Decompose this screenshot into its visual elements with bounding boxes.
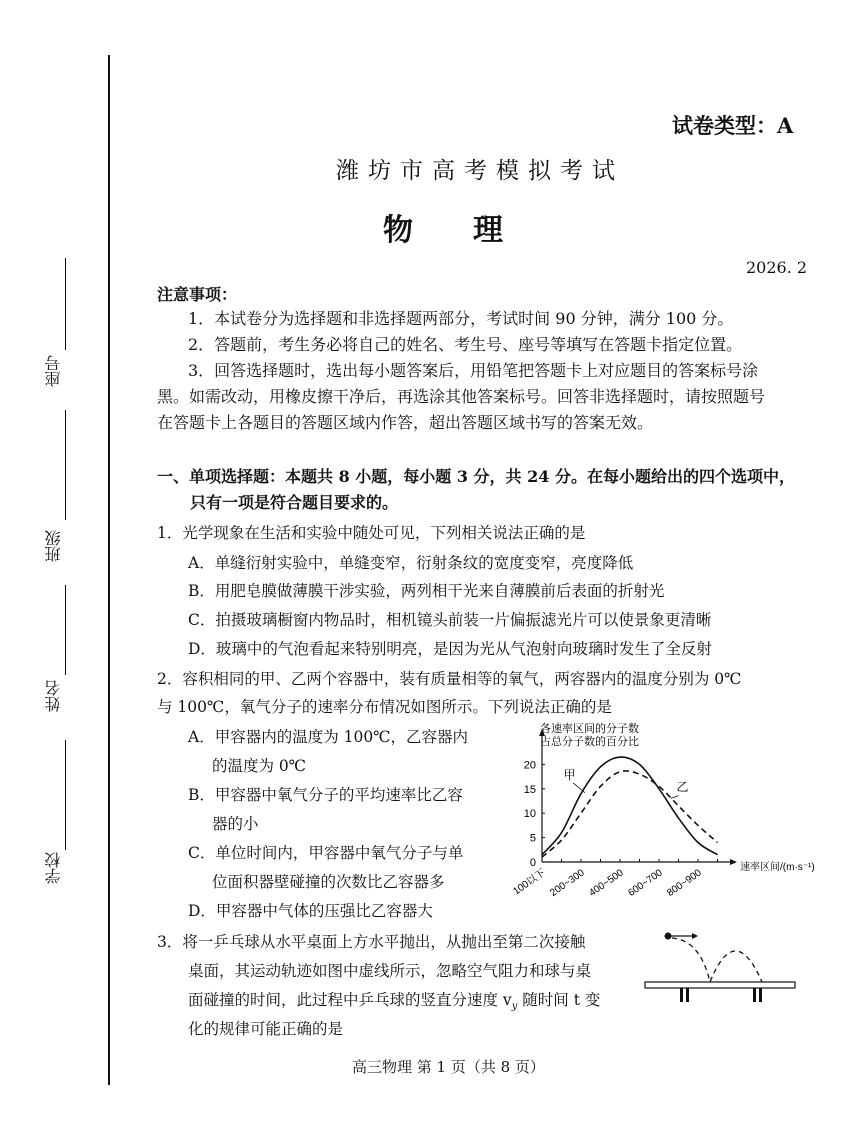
x-tick-label: 800~900 <box>665 867 704 899</box>
name-blank[interactable] <box>65 585 66 675</box>
trajectory-path <box>672 938 762 982</box>
q3-stem-line3-text: 面碰撞的时间，此过程中乒乓球的竖直分速度 v <box>188 991 512 1009</box>
ball <box>665 933 672 940</box>
x-axis-label: 速率区间/(m·s⁻¹) <box>740 862 815 873</box>
q2-stem-cont: 与 100℃，氧气分子的速率分布情况如图所示。下列说法正确的是 <box>157 698 612 716</box>
y-axis-label: 各速率区间的分子数 <box>540 723 639 735</box>
y-axis-label-line2: 占总分子数的百分比 <box>540 736 639 748</box>
section-heading: 一、单项选择题：本题共 8 小题，每小题 3 分，共 24 分。在每小题给出的四个选项中， <box>157 467 795 486</box>
exam-title: 潍坊市高考模拟考试 <box>336 158 624 184</box>
school-blank[interactable] <box>65 740 66 850</box>
subject-title: 物 理 <box>383 213 503 248</box>
table-leg-right-1 <box>753 988 756 1002</box>
class-label: 班级 <box>44 530 63 562</box>
q2-option-d: D．甲容器中气体的压强比乙容器大 <box>188 902 433 920</box>
q1-option-b: B．用肥皂膜做薄膜干涉实验，两列相干光来自薄膜前后表面的折射光 <box>188 582 665 600</box>
q1-option-c: C．拍摄玻璃橱窗内物品时，相机镜头前装一片偏振滤光片可以使景象更清晰 <box>188 611 712 629</box>
seat-blank[interactable] <box>65 258 66 350</box>
table-top <box>645 982 795 988</box>
q2-option-a: A．甲容器内的温度为 100℃，乙容器内 <box>188 728 469 746</box>
arrow-head <box>692 933 698 939</box>
q2-stem: 2．容积相同的甲、乙两个容器中，装有质量相等的氧气，两容器内的温度分别为 0℃ <box>157 670 742 688</box>
table-trajectory-figure <box>640 922 800 1004</box>
y-tick-label: 5 <box>529 832 536 845</box>
q3-stem-line2: 桌面，其运动轨迹如图中虚线所示，忽略空气阻力和球与桌 <box>188 962 592 980</box>
series-label-jia-leader <box>573 783 585 793</box>
series-line-yi <box>542 771 718 857</box>
exam-date: 2026. 2 <box>746 258 808 277</box>
class-blank[interactable] <box>65 410 66 520</box>
x-tick-label: 400~500 <box>587 867 626 899</box>
table-leg-left-1 <box>680 988 683 1002</box>
seat-label: 座号 <box>44 355 63 387</box>
series-label-jia: 甲 <box>563 768 576 783</box>
q1-option-a: A．单缝衍射实验中，单缝变窄，衍射条纹的宽度变窄，亮度降低 <box>188 554 634 572</box>
q2-option-b: B．甲容器中氧气分子的平均速率比乙容 <box>188 786 463 804</box>
x-tick-label: 100以下 <box>511 867 548 898</box>
notice-item-3-cont: 黑。如需改动，用橡皮擦干净后，再选涂其他答案标号。回答非选择题时，请按照题号 <box>157 387 766 406</box>
name-label: 姓名 <box>44 680 63 712</box>
table-leg-right-2 <box>759 988 762 1002</box>
q3-subscript: y <box>511 1001 518 1013</box>
speed-distribution-chart <box>500 722 815 907</box>
binding-line <box>108 55 110 1085</box>
notice-item-3: 3．回答选择题时，选出每小题答案后，用铅笔把答题卡上对应题目的答案标号涂 <box>188 361 759 380</box>
x-tick-label: 200~300 <box>548 867 587 899</box>
notice-item-3-cont2: 在答题卡上各题目的答题区域内作答，超出答题区域书写的答案无效。 <box>157 413 654 432</box>
x-tick-label: 600~700 <box>626 867 665 899</box>
q3-stem-line4: 化的规律可能正确的是 <box>188 1020 344 1038</box>
x-axis-arrow <box>730 859 737 865</box>
school-label: 学校 <box>44 852 63 884</box>
y-tick-label: 10 <box>523 808 536 821</box>
notice-title: 注意事项： <box>157 285 238 304</box>
q2-option-c-cont: 位面积器壁碰撞的次数比乙容器多 <box>212 873 445 891</box>
q3-stem-line3-tail: 随时间 t 变 <box>517 991 601 1009</box>
paper-type: 试卷类型：A <box>672 113 794 138</box>
series-label-yi: 乙 <box>676 779 689 794</box>
notice-item-2: 2．答题前，考生务必将自己的姓名、考生号、座号等填写在答题卡指定位置。 <box>188 335 743 354</box>
page-footer: 高三物理 第 1 页（共 8 页） <box>352 1058 545 1076</box>
q2-option-a-cont: 的温度为 0℃ <box>212 757 307 775</box>
section-heading-cont: 只有一项是符合题目要求的。 <box>190 493 399 512</box>
series-label-yi-leader <box>671 796 679 799</box>
notice-item-1: 1．本试卷分为选择题和非选择题两部分，考试时间 90 分钟，满分 100 分。 <box>188 309 734 328</box>
q1-stem: 1．光学现象在生活和实验中随处可见，下列相关说法正确的是 <box>157 524 586 542</box>
y-tick-label: 20 <box>523 759 536 772</box>
q2-option-c: C．单位时间内，甲容器中氧气分子与单 <box>188 844 464 862</box>
q3-stem-line1: 3．将一乒乓球从水平桌面上方水平抛出，从抛出至第二次接触 <box>157 933 586 951</box>
y-tick-label: 15 <box>523 783 536 796</box>
y-tick-label: 0 <box>529 857 536 869</box>
q1-option-d: D．玻璃中的气泡看起来特别明亮，是因为光从气泡射向玻璃时发生了全反射 <box>188 640 712 658</box>
table-leg-left-2 <box>686 988 689 1002</box>
q2-option-b-cont: 器的小 <box>212 815 259 833</box>
